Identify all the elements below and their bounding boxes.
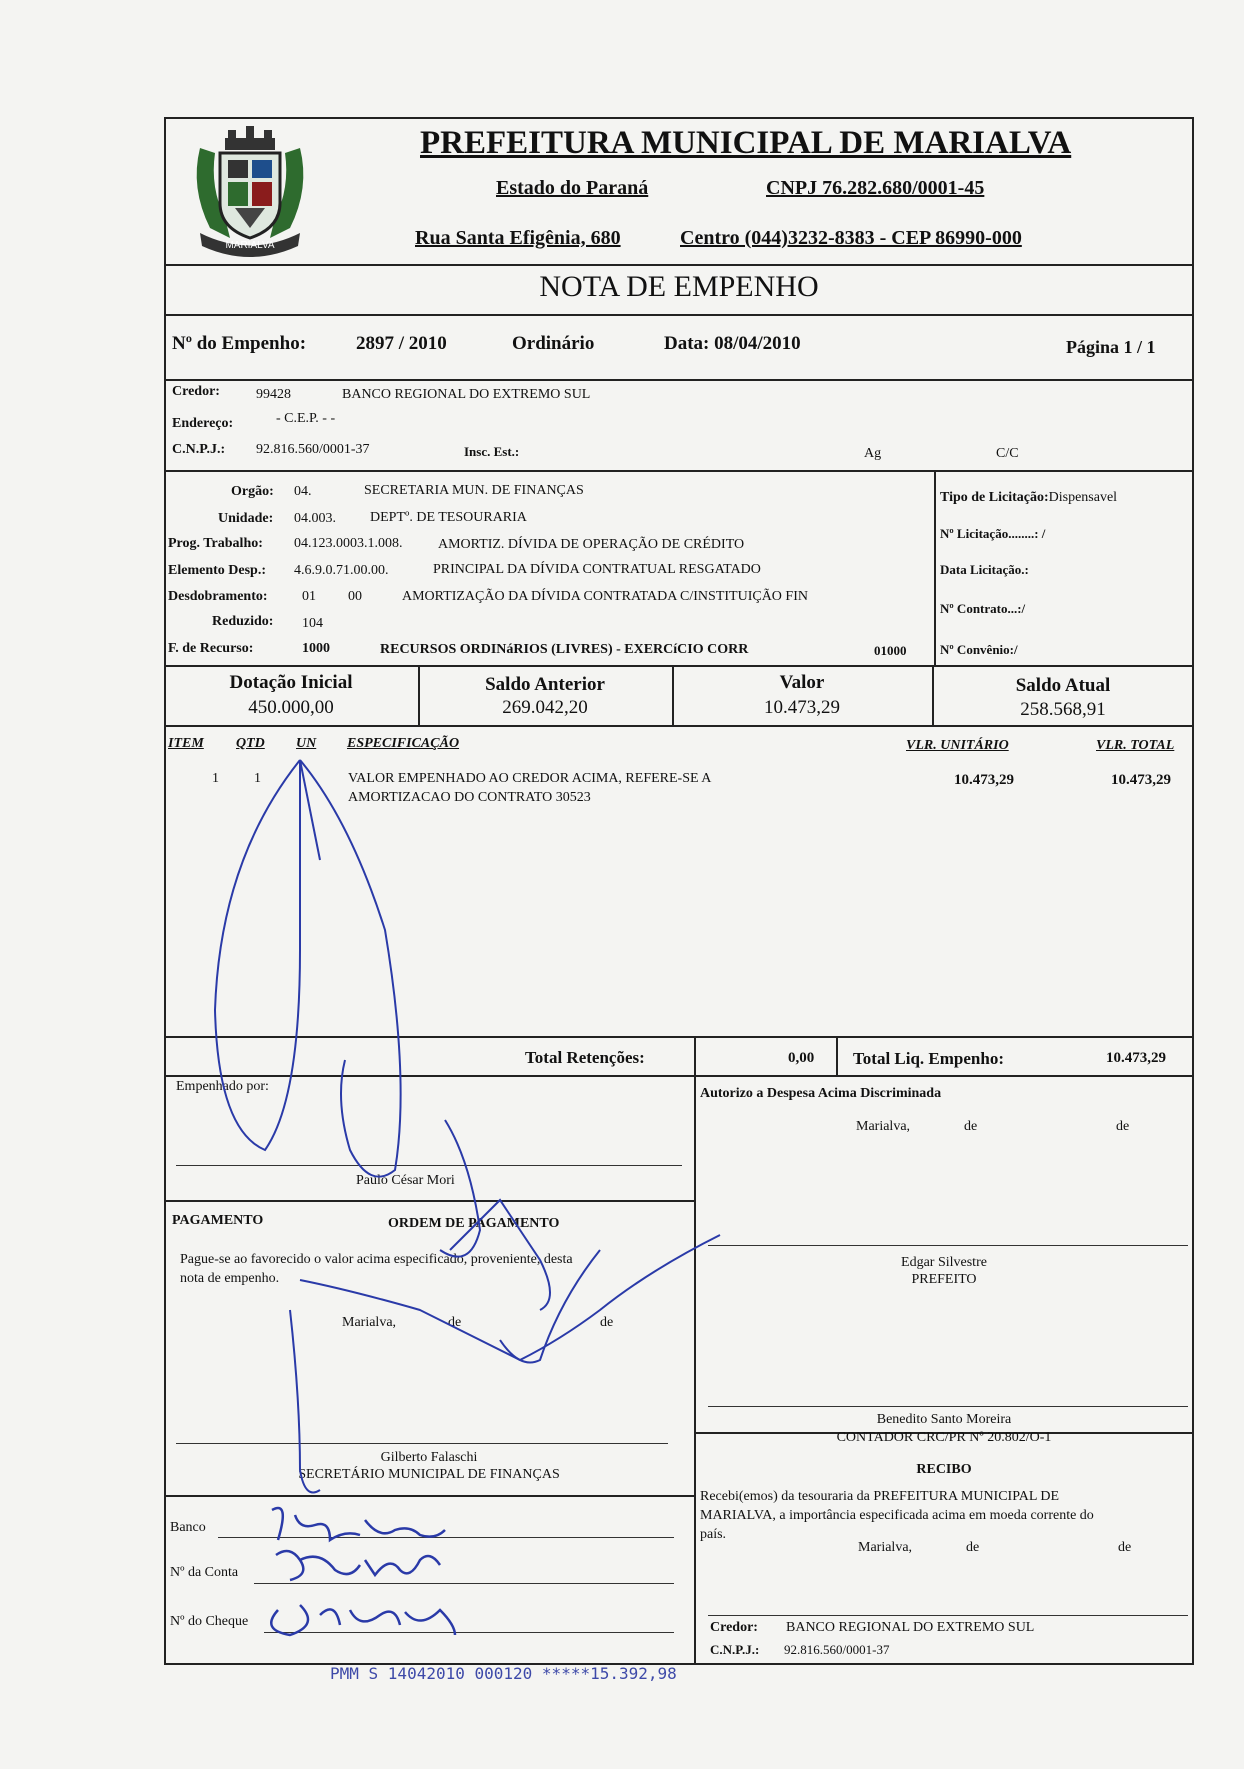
retencoes-value: 0,00: [788, 1050, 815, 1066]
ag-label: Ag: [864, 446, 882, 461]
totals-divider: [164, 1075, 1194, 1077]
reduzido-label: Reduzido:: [212, 614, 274, 629]
page-number: Página 1 / 1: [1066, 337, 1156, 357]
pagamento-text-2: nota de empenho.: [180, 1271, 280, 1286]
conta-label: Nº da Conta: [170, 1565, 239, 1580]
credor-divider: [164, 470, 1194, 472]
contador-role: CONTADOR CRC/PR Nº 20.802/O-1: [836, 1430, 1052, 1445]
saldo-label-2: Saldo Anterior: [485, 674, 605, 695]
org-address-rest: Centro (044)3232-8383 - CEP 86990-000: [680, 227, 1022, 249]
credor-code: 99428: [256, 387, 291, 402]
autorizo-title: Autorizo a Despesa Acima Discriminada: [700, 1086, 942, 1101]
cnpj-value: 92.816.560/0001-37: [256, 442, 370, 457]
prefeito-signature-line: [708, 1245, 1188, 1246]
unidade-desc: DEPTº. DE TESOURARIA: [370, 510, 527, 525]
orgao-desc: SECRETARIA MUN. DE FINANÇAS: [364, 483, 584, 498]
doc-title: NOTA DE EMPENHO: [539, 270, 819, 303]
tipo-licitacao: [940, 490, 1117, 506]
secretario-role: SECRETÁRIO MUNICIPAL DE FINANÇAS: [298, 1467, 560, 1482]
state-name: Estado do Paraná: [496, 177, 649, 199]
retencoes-divider: [836, 1036, 838, 1075]
prefeito-role: PREFEITO: [911, 1272, 977, 1287]
desd-label: Desdobramento:: [168, 589, 268, 604]
unidade-value: 04.003.: [294, 511, 336, 526]
orgao-label: Orgão:: [231, 484, 274, 499]
saldo-value-3: 10.473,29: [764, 697, 840, 718]
retencoes-label: Total Retenções:: [525, 1048, 645, 1067]
dotacao-divider: [164, 665, 1194, 667]
desd-b: 00: [348, 589, 362, 604]
coat-of-arms-icon: [180, 118, 320, 262]
item-total-value: 10.473,29: [1111, 772, 1171, 788]
empenho-number: 2897 / 2010: [356, 333, 447, 354]
pagamento-text-1: Pague-se ao favorecido o valor acima especificado, proveniente, desta: [180, 1252, 573, 1267]
recibo-de2: de: [1118, 1540, 1132, 1555]
secretario-name: Gilberto Falaschi: [380, 1450, 478, 1465]
desd-desc: AMORTIZAÇÃO DA DÍVIDA CONTRATADA C/INSTITUIÇÃO FIN: [402, 589, 808, 604]
item-number: 1: [212, 771, 219, 786]
cc-label: C/C: [996, 446, 1019, 461]
pagamento-label: PAGAMENTO: [172, 1213, 264, 1228]
orgao-value: 04.: [294, 484, 312, 499]
item-unit-value: 10.473,29: [954, 772, 1014, 788]
col-un: UN: [296, 736, 317, 751]
empenho-type: Ordinário: [512, 333, 595, 354]
recurso-code: 01000: [874, 643, 907, 658]
pagamento-de1: de: [448, 1315, 462, 1330]
autorizo-place: Marialva,: [856, 1119, 911, 1134]
credor-name: BANCO REGIONAL DO EXTREMO SUL: [342, 387, 591, 402]
recibo-title: RECIBO: [916, 1462, 972, 1477]
data-licitacao: Data Licitação.:: [940, 562, 1029, 577]
empenhado-name: Paulo César Mori: [356, 1173, 455, 1188]
pagamento-place: Marialva,: [342, 1315, 397, 1330]
empenho-number-label: Nº do Empenho:: [172, 333, 307, 354]
org-cnpj: CNPJ 76.282.680/0001-45: [766, 177, 985, 199]
col-qtd: QTD: [236, 736, 265, 751]
num-licitacao: Nº Licitação........: /: [940, 526, 1046, 541]
col-espec: ESPECIFICAÇÃO: [347, 736, 460, 751]
org-address: Rua Santa Efigênia, 680: [415, 227, 621, 249]
liq-label: Total Liq. Empenho:: [853, 1049, 1004, 1068]
recibo-cnpj-value: 92.816.560/0001-37: [784, 1642, 890, 1657]
saldo-value-2: 269.042,20: [502, 697, 588, 718]
col-total: VLR. TOTAL: [1096, 738, 1175, 753]
saldo-label-3: Valor: [779, 672, 825, 693]
prog-label: Prog. Trabalho:: [168, 536, 263, 551]
banco-label: Banco: [170, 1520, 206, 1535]
autorizo-de2: de: [1116, 1119, 1130, 1134]
num-contrato: Nº Contrato...:/: [940, 601, 1026, 616]
item-qtd: 1: [254, 771, 261, 786]
cheque-label: Nº do Cheque: [170, 1614, 249, 1629]
recibo-text-1: Recebi(emos) da tesouraria da PREFEITURA MUNICIPAL DE: [700, 1489, 1060, 1504]
saldos-divider: [164, 725, 1194, 727]
insc-label: Insc. Est.:: [464, 444, 520, 459]
contador-name: Benedito Santo Moreira: [876, 1412, 1012, 1427]
prog-desc: AMORTIZ. DÍVIDA DE OPERAÇÃO DE CRÉDITO: [438, 537, 745, 552]
col-item: ITEM: [168, 736, 204, 751]
empenhado-divider: [164, 1200, 694, 1202]
recibo-de1: de: [966, 1540, 980, 1555]
items-divider: [164, 1036, 1194, 1038]
banco-field-line[interactable]: [218, 1537, 674, 1538]
item-desc-line2: AMORTIZACAO DO CONTRATO 30523: [348, 790, 591, 805]
licitacao-divider: [934, 470, 936, 665]
autorizo-de1: de: [964, 1119, 978, 1134]
credor-label: Credor:: [172, 384, 220, 399]
unidade-label: Unidade:: [218, 511, 274, 526]
recurso-label: F. de Recurso:: [168, 641, 254, 656]
recurso-value: 1000: [302, 641, 330, 656]
empenhado-label: Empenhado por:: [176, 1079, 269, 1094]
conta-field-line[interactable]: [254, 1583, 674, 1584]
cnpj-label: C.N.P.J.:: [172, 442, 226, 457]
recurso-desc: RECURSOS ORDINáRIOS (LIVRES) - EXERCíCIO CORR: [380, 642, 749, 657]
endereco-value: - C.E.P. - -: [276, 411, 336, 426]
item-desc-line1: VALOR EMPENHADO AO CREDOR ACIMA, REFERE-SE A: [348, 771, 712, 786]
saldo-label-4: Saldo Atual: [1015, 675, 1111, 696]
endereco-label: Endereço:: [172, 416, 234, 431]
recibo-text-2: MARIALVA, a importância especificada acima em moeda corrente do: [700, 1508, 1094, 1523]
reduzido-value: 104: [302, 616, 323, 631]
col-unit: VLR. UNITÁRIO: [906, 738, 1009, 753]
saldo-label-1: Dotação Inicial: [229, 672, 353, 693]
empenho-divider: [164, 379, 1194, 381]
pagamento-de2: de: [600, 1315, 614, 1330]
pagamento-divider: [164, 1495, 694, 1497]
desd-a: 01: [302, 589, 316, 604]
recibo-credor-label: Credor:: [710, 1620, 758, 1635]
recibo-place: Marialva,: [858, 1540, 913, 1555]
header-divider: [164, 264, 1194, 266]
tipo-licitacao-label: Tipo de Licitação:: [940, 490, 1049, 505]
bank-stamp: PMM S 14042010 000120 *****15.392,98: [330, 1664, 677, 1683]
org-name: PREFEITURA MUNICIPAL DE MARIALVA: [420, 125, 1072, 161]
recibo-signature-line: [708, 1615, 1188, 1616]
empenhado-signature-line: [176, 1165, 682, 1166]
title-divider: [164, 314, 1194, 316]
ordem-label: ORDEM DE PAGAMENTO: [388, 1216, 560, 1231]
prefeito-name: Edgar Silvestre: [901, 1255, 987, 1270]
liq-value: 10.473,29: [1106, 1050, 1166, 1066]
bottom-center-divider: [694, 1036, 696, 1665]
svg-text:MARIALVA: MARIALVA: [225, 240, 275, 251]
num-convenio: Nº Convênio:/: [940, 642, 1018, 657]
contador-signature-line: [708, 1406, 1188, 1407]
tipo-licitacao-value: Dispensavel: [1048, 490, 1118, 505]
cheque-field-line[interactable]: [264, 1632, 674, 1633]
elem-value: 4.6.9.0.71.00.00.: [294, 563, 389, 578]
saldo-value-4: 258.568,91: [1020, 699, 1106, 720]
empenho-date: Data: 08/04/2010: [664, 333, 801, 354]
recibo-credor-name: BANCO REGIONAL DO EXTREMO SUL: [786, 1620, 1035, 1635]
saldo-value-1: 450.000,00: [248, 697, 334, 718]
recibo-text-3: país.: [700, 1527, 727, 1542]
secretario-signature-line: [176, 1443, 668, 1444]
recibo-cnpj-label: C.N.P.J.:: [710, 1642, 760, 1657]
prog-value: 04.123.0003.1.008.: [294, 536, 403, 551]
elem-label: Elemento Desp.:: [168, 563, 266, 578]
elem-desc: PRINCIPAL DA DÍVIDA CONTRATUAL RESGATADO: [433, 562, 761, 577]
